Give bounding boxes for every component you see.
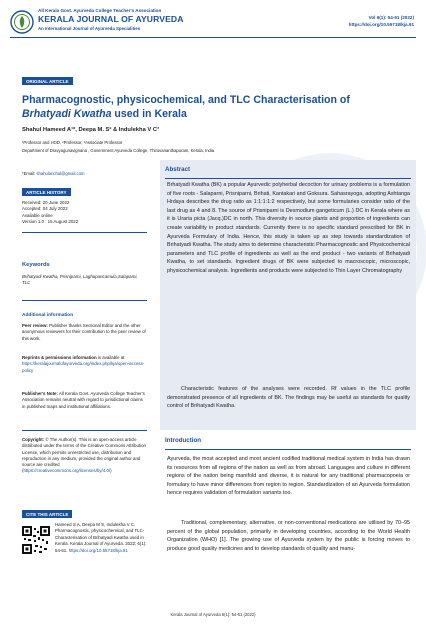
copyright-end: ) xyxy=(110,468,112,474)
title-lead: Pharmacognostic, physicochemical, and TLC Characterisation of xyxy=(22,94,350,106)
abstract-heading: Abstract xyxy=(165,166,191,173)
journal-subtitle: An International Journal of Ayurveda Specialities xyxy=(38,26,141,31)
original-article-badge: ORIGINAL ARTICLE xyxy=(22,77,73,85)
cite-badge: CITE THIS ARTICLE xyxy=(22,510,72,518)
introduction-paragraph-2: Traditional, complementary, alternative, or non-conventional medications are utilised by 70–95 percent of the global population, primarily in developing countries, according to the World Health Organization (WHO) [1]. The growing use of Ayurveda system by the public is forcing moves to produce good quality medicines and to develop standards of quality and manu- xyxy=(167,520,410,552)
introduction-heading-divider xyxy=(165,449,411,450)
volume-text: Vol 6(1): 54-61 (2022) xyxy=(368,15,414,20)
abstract-heading-divider xyxy=(165,178,411,179)
volume-info xyxy=(349,15,414,28)
license-link[interactable]: https://creativecommons.org/licenses/by/4.0/ xyxy=(23,468,111,474)
title-tail: used in Kerala xyxy=(111,108,187,120)
authors: Shahul Hameed A¹*, Deepa M. S² & Indulekha V C³ xyxy=(22,127,160,133)
abstract-paragraph-2: Characteristic features of the analyses were recorded. Rf values in the TLC profile demonstrated presence of all ingredients of BK. The findings may be useful as standards for quality control of Brihatyadi Kwatha. xyxy=(167,386,410,410)
title-italic: Brhatyadi Kwatha xyxy=(22,108,112,120)
page-footer: Kerala Journal of Ayurveda 6(1): 54-61 (2022) xyxy=(170,612,256,617)
additional-info-heading: Additional information xyxy=(22,313,74,318)
reprints-text: is available at xyxy=(96,355,125,360)
affiliation-roles: ¹Professor and HOD, ²Professor, ³Associate Professor xyxy=(22,140,123,145)
email-line xyxy=(22,171,84,176)
journal-name: KERALA JOURNAL OF AYURVEDA xyxy=(38,14,184,24)
version-date: Version 1.0 : 15 August 2022 xyxy=(22,218,79,224)
peer-review-text: Publisher thanks Sectional Editor and the other anonymous reviewers for their contribution to the peer review of this work. xyxy=(22,323,146,341)
citation-doi-link[interactable]: https://doi.org/10.55718/kja.91 xyxy=(68,547,128,553)
keywords-divider xyxy=(22,300,147,301)
citation xyxy=(55,522,150,554)
introduction-paragraph-1: Ayurveda, the most accepted and most ancient codified traditional medical system in India has drawn its resources from all regions of the nation as well as from abroad. Languages and culture in different regions of the nation being manifold and diverse, it is natural for any traditional pharmacopoeia or formulary to have minor differences from region to region. Standardization of an Ayurveda formulation hence requires validation of formulation variants too. xyxy=(167,456,410,497)
reprints-label: Reprints & permissions information xyxy=(22,355,97,360)
introduction-heading: Introduction xyxy=(165,437,202,444)
qr-code-icon[interactable] xyxy=(22,526,50,554)
copyright-note xyxy=(22,437,147,475)
publisher-text: All Kerala Govt. Ayurveda College Teacher's Association remains neutral with regard to jurisdictional claims in published maps and institutional affiliations. xyxy=(22,391,145,409)
affiliation-department: Department of Dravyagunavignana , Government Ayurveda College, Thiruvananthapuram, Kerala, India xyxy=(22,148,215,153)
article-history-badge: ARTICLE HISTORY xyxy=(22,188,71,196)
association-name: All Kerala Govt. Ayurveda College Teacher's Association xyxy=(38,8,162,13)
reprints-note xyxy=(22,355,147,374)
doi-link[interactable]: https://doi.org/10.55718/kja.91 xyxy=(348,21,414,27)
header-divider xyxy=(10,37,416,38)
abstract-paragraph-1: Brhatyadi Kwatha (BK) a popular Ayurvedic polyherbal decoction for urinary problems is a formulation of five roots - Salaparni, Prisniparni, Brihati, Kantakari and Goksura. Sahasrayoga, adopting Ashtanga Hrdaya describes the drug ratio as 1:1:1:1:2 respectively, but some formularies consider ratio of the last drug as 4 and 8. The source of Prisniparni is Desmodium gangeticum (L.) DC in Kerala where as it is Uraria picta (Jacq.)DC in north. This diversity in source plants and proportion of ingredients can create variability in product standards. Currently there is no specific standard prescribed for BK in Ayurveda Formulary of India. Hence, this study is taken up as step towards standardization of Brihatyadi Kwatha. The study aims to determine characteristic Pharmacognostic and Physicochemical parameters and TLC profile of ingredients as well as the end product - two variants of Brihatyadi Kwatha, to set standards. Ingredient drugs of BK were subjected to macroscopic, microscopic, physicochemical analysis. Ingredients and products were subjected to Thin Layer Chromatography xyxy=(167,182,410,274)
email-link[interactable]: shahulanchal@gmail.com xyxy=(36,171,85,176)
journal-logo-icon xyxy=(10,10,34,34)
copyright-text: © The Author(s). This is an open-access article distributed under the terms of the Creative Commons Attribution License, which permits unrestricted use, distribution and reproduction in any medium, provided the original author and source are credited ( xyxy=(22,437,146,474)
accepted-date: Accepted: 04 July 2022 xyxy=(22,206,68,212)
reprints-link[interactable]: https://keralajournalofayurveda.org/index.php/kja/open-access-policy xyxy=(22,361,145,373)
received-date: Received: 20 June 2022 xyxy=(22,200,70,205)
keywords-text: Brihatyadi Kwatha, Prisniparni, Laghupancamula,Salaparni, TLC xyxy=(22,274,138,286)
citation-text: Hameed S A, Deepa M S, Indulekha V C. Pharmacognostic, physicochemical, and TLC-Characterisation of Brihatyadi Kwatha used in Kerala. Kerala Journal of Ayurveda. 2022; 6(1): 54-61. xyxy=(55,522,147,553)
peer-review-label: Peer review: xyxy=(22,323,48,328)
email-label: *Email: xyxy=(22,171,37,176)
copyright-label: Copyright: xyxy=(22,437,45,442)
article-title xyxy=(22,93,382,121)
available-online: Available online xyxy=(22,212,53,218)
peer-review-note xyxy=(22,323,147,342)
publisher-divider xyxy=(22,430,147,431)
article-history xyxy=(22,200,147,225)
history-divider xyxy=(22,232,147,233)
keywords-heading: Keywords xyxy=(22,262,50,268)
publisher-note xyxy=(22,391,147,410)
publisher-label: Publisher's Note: xyxy=(22,391,58,396)
